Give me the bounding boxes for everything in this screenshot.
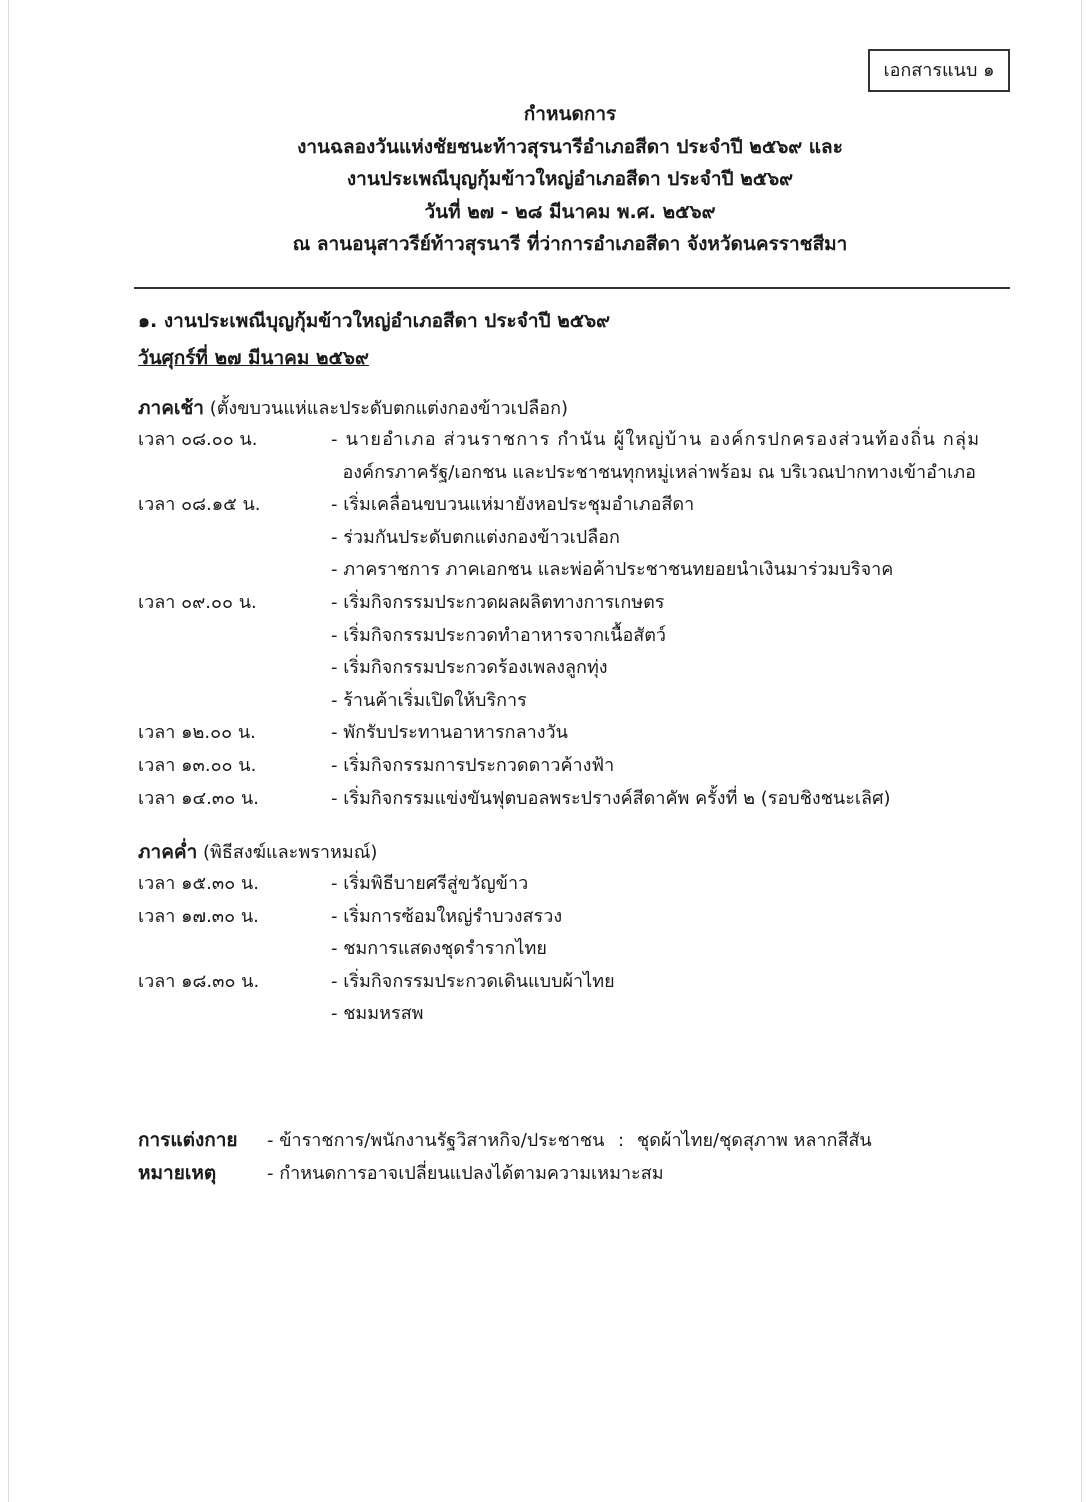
schedule-time: เวลา ๑๗.๓๐ น.	[138, 905, 259, 927]
schedule-row	[138, 966, 1018, 999]
schedule-time: เวลา ๑๔.๓๐ น.	[138, 787, 259, 809]
schedule-row	[138, 554, 1018, 587]
remark-value: - กำหนดการอาจเปลี่ยนแปลงได้ตามความเหมาะสม	[267, 1163, 664, 1184]
remark-label: หมายเหตุ	[138, 1162, 217, 1184]
schedule-time: เวลา ๑๘.๓๐ น.	[138, 970, 260, 992]
schedule-row	[138, 652, 1018, 685]
morning-note: (ตั้งขบวนแห่และประดับตกแต่งกองข้าวเปลือก)	[203, 398, 569, 419]
schedule-row	[138, 783, 1018, 816]
schedule-item: - เริ่มกิจกรรมประกวดร้องเพลงลูกทุ่ง	[331, 657, 608, 679]
schedule-item: - เริ่มกิจกรรมประกวดผลผลิตทางการเกษตร	[331, 591, 665, 613]
schedule-row	[138, 933, 1018, 966]
attachment-label: เอกสารแนบ ๑	[883, 60, 995, 81]
schedule-item: - เริ่มกิจกรรมการประกวดดาวค้างฟ้า	[331, 754, 615, 776]
footer-notes	[138, 1124, 1018, 1190]
schedule-item: - นายอำเภอ ส่วนราชการ กำนัน ผู้ใหญ่บ้าน องค์กรปกครองส่วนท้องถิ่น กลุ่ม	[331, 429, 981, 450]
morning-period-heading	[138, 392, 568, 424]
schedule-item: - เริ่มกิจกรรมประกวดเดินแบบผ้าไทย	[331, 970, 615, 992]
dress-code-row	[138, 1124, 1018, 1157]
header-divider	[134, 287, 1010, 289]
attachment-label-box	[868, 49, 1010, 92]
schedule-item: - เริ่มพิธีบายศรีสู่ขวัญข้าว	[331, 873, 529, 894]
schedule-time: เวลา ๑๒.๐๐ น.	[138, 722, 256, 744]
header-line-3: งานประเพณีบุญกุ้มข้าวใหญ่อำเภอสีดา ประจำปี ๒๕๖๙	[346, 168, 794, 190]
morning-label: ภาคเช้า	[138, 397, 204, 419]
header-line-1: กำหนดการ	[523, 103, 617, 125]
schedule-row	[138, 457, 1018, 490]
evening-period-heading	[138, 836, 377, 868]
remark-row	[138, 1157, 1018, 1190]
dress-code-value: - ข้าราชการ/พนักงานรัฐวิสาหกิจ/ประชาชน	[267, 1130, 605, 1151]
schedule-item: - เริ่มกิจกรรมแข่งขันฟุตบอลพระปรางค์สีดาคัพ ครั้งที่ ๒ (รอบชิงชนะเลิศ)	[331, 787, 891, 809]
schedule-item: - ร่วมกันประดับตกแต่งกองข้าวเปลือก	[331, 526, 620, 548]
dress-code-colon: :	[618, 1130, 625, 1151]
schedule-time: เวลา ๑๓.๐๐ น.	[138, 754, 257, 776]
schedule-item: - ร้านค้าเริ่มเปิดให้บริการ	[331, 689, 527, 711]
evening-note: (พิธีสงฆ์และพราหมณ์)	[197, 842, 378, 863]
dress-code-detail: ชุดผ้าไทย/ชุดสุภาพ หลากสีสัน	[637, 1130, 872, 1151]
schedule-item: องค์กรภาครัฐ/เอกชน และประชาชนทุกหมู่เหล่าพร้อม ณ บริเวณปากทางเข้าอำเภอ	[331, 461, 976, 483]
evening-label: ภาคค่ำ	[138, 841, 198, 863]
schedule-row	[138, 998, 1018, 1031]
schedule-row	[138, 620, 1018, 653]
schedule-row	[138, 522, 1018, 555]
schedule-item: - เริ่มกิจกรรมประกวดทำอาหารจากเนื้อสัตว์	[331, 624, 667, 646]
schedule-item: - ภาคราชการ ภาคเอกชน และพ่อค้าประชาชนทยอยนำเงินมาร่วมบริจาค	[331, 559, 894, 581]
schedule-row	[138, 717, 1018, 750]
schedule-row	[138, 685, 1018, 718]
day-title: วันศุกร์ที่ ๒๗ มีนาคม ๒๕๖๙	[138, 347, 369, 369]
morning-schedule	[138, 424, 1018, 815]
schedule-time: เวลา ๐๘.๐๐ น.	[138, 429, 258, 450]
section-title: ๑. งานประเพณีบุญกุ้มข้าวใหญ่อำเภอสีดา ประจำปี ๒๕๖๙	[138, 310, 611, 332]
header-line-5: ณ ลานอนุสาวรีย์ท้าวสุรนารี ที่ว่าการอำเภอสีดา จังหวัดนครราชสีมา	[292, 233, 848, 255]
evening-schedule	[138, 868, 1018, 1031]
schedule-item: - ชมการแสดงชุดรำรากไทย	[331, 938, 547, 960]
schedule-item: - ชมมหรสพ	[331, 1003, 424, 1025]
schedule-item: - เริ่มการซ้อมใหญ่รำบวงสรวง	[331, 905, 563, 927]
schedule-time: เวลา ๐๘.๑๕ น.	[138, 494, 261, 516]
schedule-row	[138, 868, 1018, 901]
schedule-row	[138, 489, 1018, 522]
dress-code-label: การแต่งกาย	[138, 1129, 238, 1151]
schedule-row	[138, 424, 1018, 457]
schedule-row	[138, 901, 1018, 934]
document-header	[130, 98, 1010, 261]
schedule-time: เวลา ๐๙.๐๐ น.	[138, 591, 257, 613]
schedule-row	[138, 750, 1018, 783]
schedule-time: เวลา ๑๕.๓๐ น.	[138, 873, 259, 894]
schedule-item: - เริ่มเคลื่อนขบวนแห่มายังหอประชุมอำเภอสีดา	[331, 494, 695, 516]
header-line-2: งานฉลองวันแห่งชัยชนะท้าวสุรนารีอำเภอสีดา ประจำปี ๒๕๖๙ และ	[297, 135, 843, 158]
header-line-4: วันที่ ๒๗ - ๒๘ มีนาคม พ.ศ. ๒๕๖๙	[424, 200, 716, 223]
schedule-item: - พักรับประทานอาหารกลางวัน	[331, 722, 568, 744]
schedule-row	[138, 587, 1018, 620]
